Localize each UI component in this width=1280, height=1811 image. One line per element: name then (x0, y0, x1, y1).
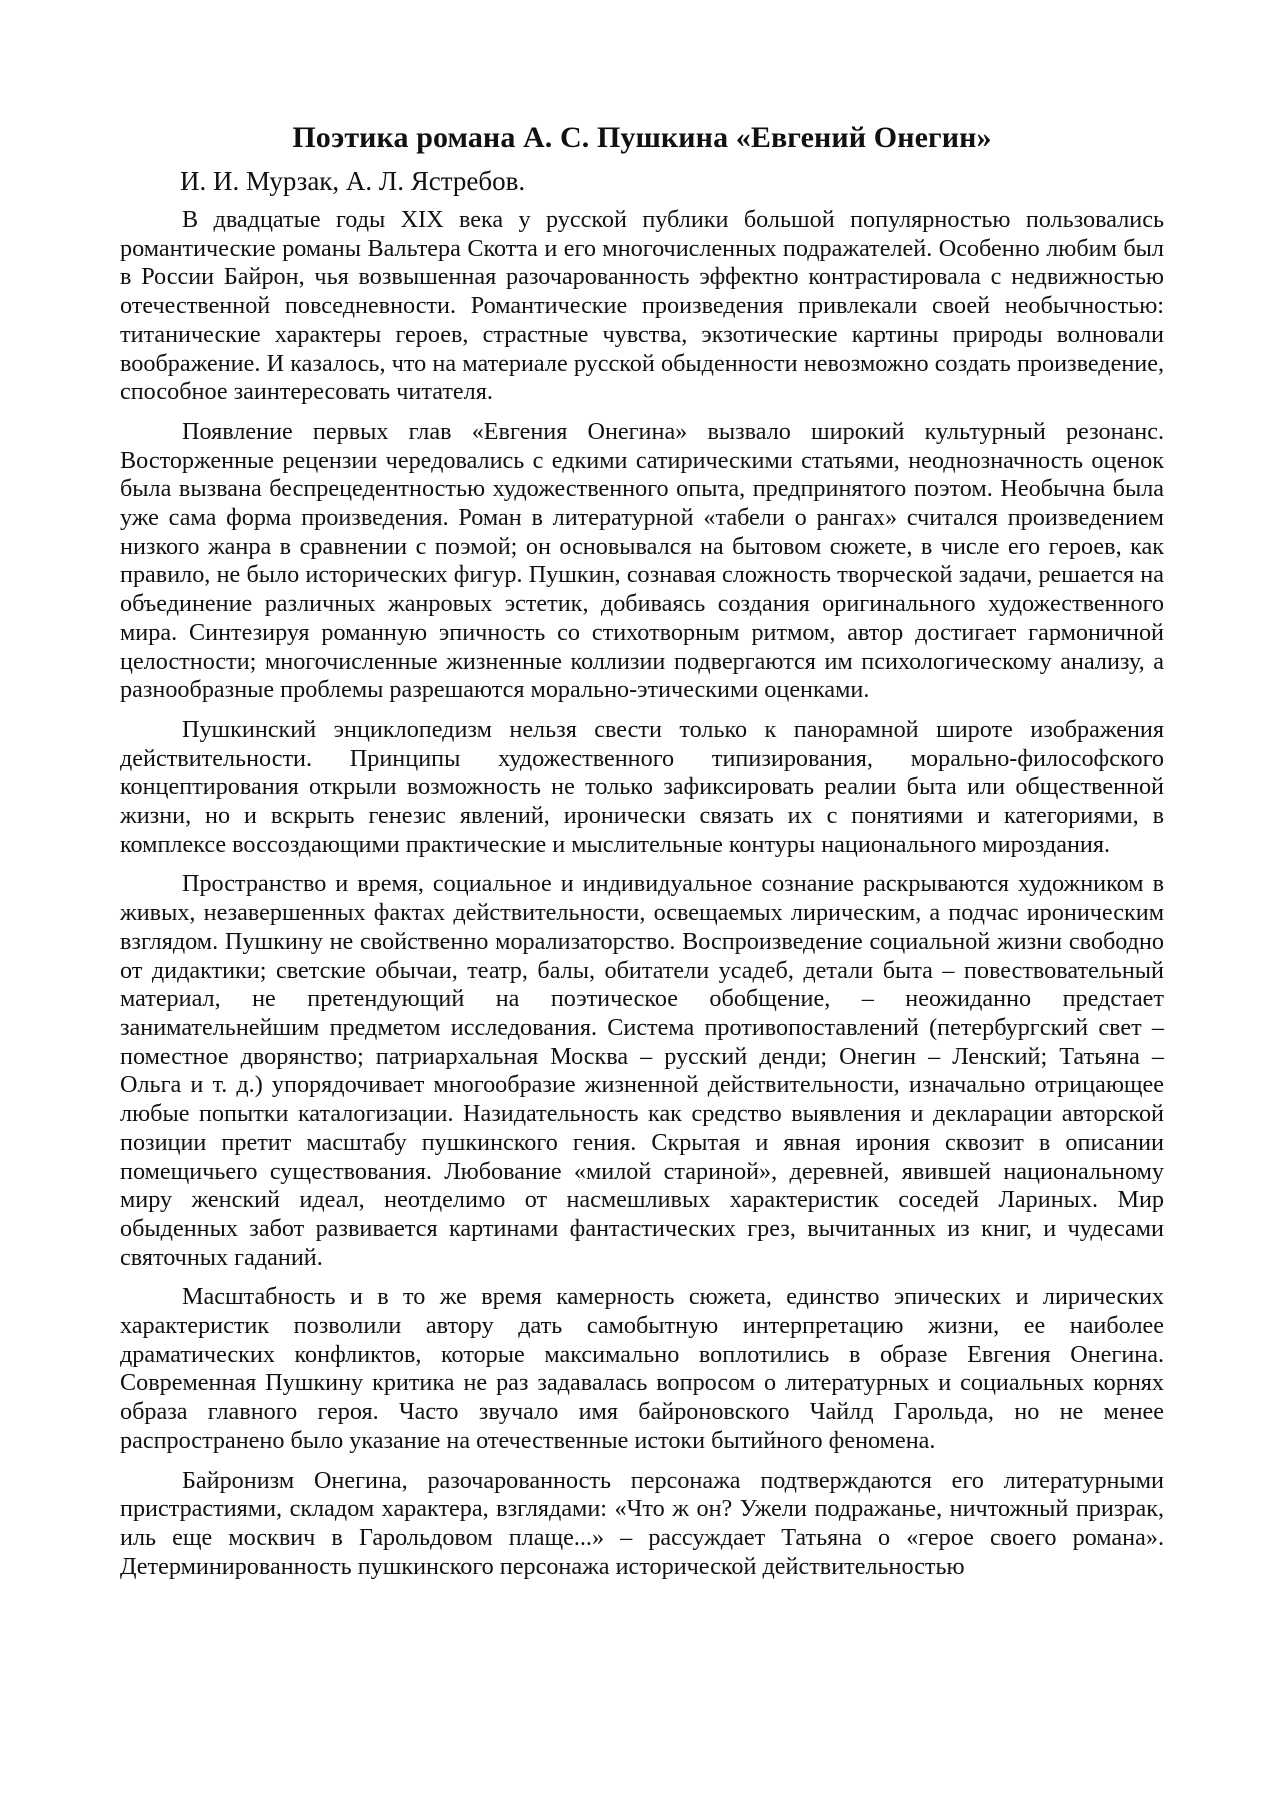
document-title: Поэтика романа А. С. Пушкина «Евгений Онегин» (292, 121, 992, 154)
document-page (120, 118, 1164, 1592)
paragraph: Пушкинский энциклопедизм нельзя свести только к панорамной широте изображения действительности. Принципы художественного типизирования, морально-философского концептирования открыли возможность не только зафиксировать реалии быта или общественной жизни, но и вскрыть генезис явлений, иронически связать их с понятиями и категориями, в комплексе воссоздающими практические и мыслительные контуры национального мироздания. (120, 715, 1164, 858)
paragraph: Масштабность и в то же время камерность сюжета, единство эпических и лирических характеристик позволили автору дать самобытную интерпретацию жизни, ее наиболее драматических конфликтов, которые максимально воплотились в образе Евгения Онегина. Современная Пушкину критика не раз задавалась вопросом о литературных и социальных корнях образа главного героя. Часто звучало имя байроновского Чайлд Гарольда, но не менее распространено было указание на отечественные истоки бытийного феномена. (120, 1283, 1164, 1454)
paragraph: Появление первых глав «Евгения Онегина» вызвало широкий культурный резонанс. Восторженные рецензии чередовались с едкими сатирическими статьями, неоднозначность оценок была вызвана беспрецедентностью художественного опыта, предпринятого поэтом. Необычна была уже сама форма произведения. Роман в литературной «табели о рангах» считался произведением низкого жанра в сравнении с поэмой; он основывался на бытовом сюжете, в числе его героев, как правило, не было исторических фигур. Пушкин, сознавая сложность творческой задачи, решается на объединение различных жанровых эстетик, добиваясь создания оригинального художественного мира. Синтезируя романную эпичность со стихотворным ритмом, автор достигает гармоничной целостности; многочисленные жизненные коллизии подвергаются им психологическому анализу, а разнообразные проблемы разрешаются морально-этическими оценками. (120, 417, 1164, 704)
paragraph: Пространство и время, социальное и индивидуальное сознание раскрываются художником в живых, незавершенных фактах действительности, освещаемых лирическим, а подчас ироническим взглядом. Пушкину не свойственно морализаторство. Воспроизведение социальной жизни свободно от дидактики; светские обычаи, театр, балы, обитатели усадеб, детали быта – повествовательный материал, не претендующий на поэтическое обобщение, – неожиданно предстает занимательнейшим предметом исследования. Система противопоставлений (петербургский свет – поместное дворянство; патриархальная Москва – русский денди; Онегин – Ленский; Татьяна – Ольга и т. д.) упорядочивает многообразие жизненной действительности, изначально отрицающее любые попытки каталогизации. Назидательность как средство выявления и декларации авторской позиции претит масштабу пушкинского гения. Скрытая и явная ирония сквозит в описании помещичьего существования. Любование «милой стариной», деревней, явившей национальному миру женский идеал, неотделимо от насмешливых характеристик соседей Лариных. Мир обыденных забот развивается картинами фантастических грез, вычитанных из книг, и чудесами святочных гаданий. (120, 870, 1164, 1271)
document-authors: И. И. Мурзак, А. Л. Ястребов. (180, 166, 526, 196)
paragraph: Байронизм Онегина, разочарованность персонажа подтверждаются его литературными пристрастиями, складом характера, взглядами: «Что ж он? Ужели подражанье, ничтожный призрак, иль еще москвич в Гарольдовом плаще...» – рассуждает Татьяна о «герое своего романа». Детерминированность пушкинского персонажа исторической действительностью (120, 1466, 1164, 1580)
paragraph: В двадцатые годы XIX века у русской публики большой популярностью пользовались романтические романы Вальтера Скотта и его многочисленных подражателей. Особенно любим был в России Байрон, чья возвышенная разочарованность эффектно контрастировала с недвижностью отечественной повседневности. Романтические произведения привлекали своей необычностью: титанические характеры героев, страстные чувства, экзотические картины природы волновали воображение. И казалось, что на материале русской обыденности невозможно создать произведение, способное заинтересовать читателя. (120, 206, 1164, 406)
